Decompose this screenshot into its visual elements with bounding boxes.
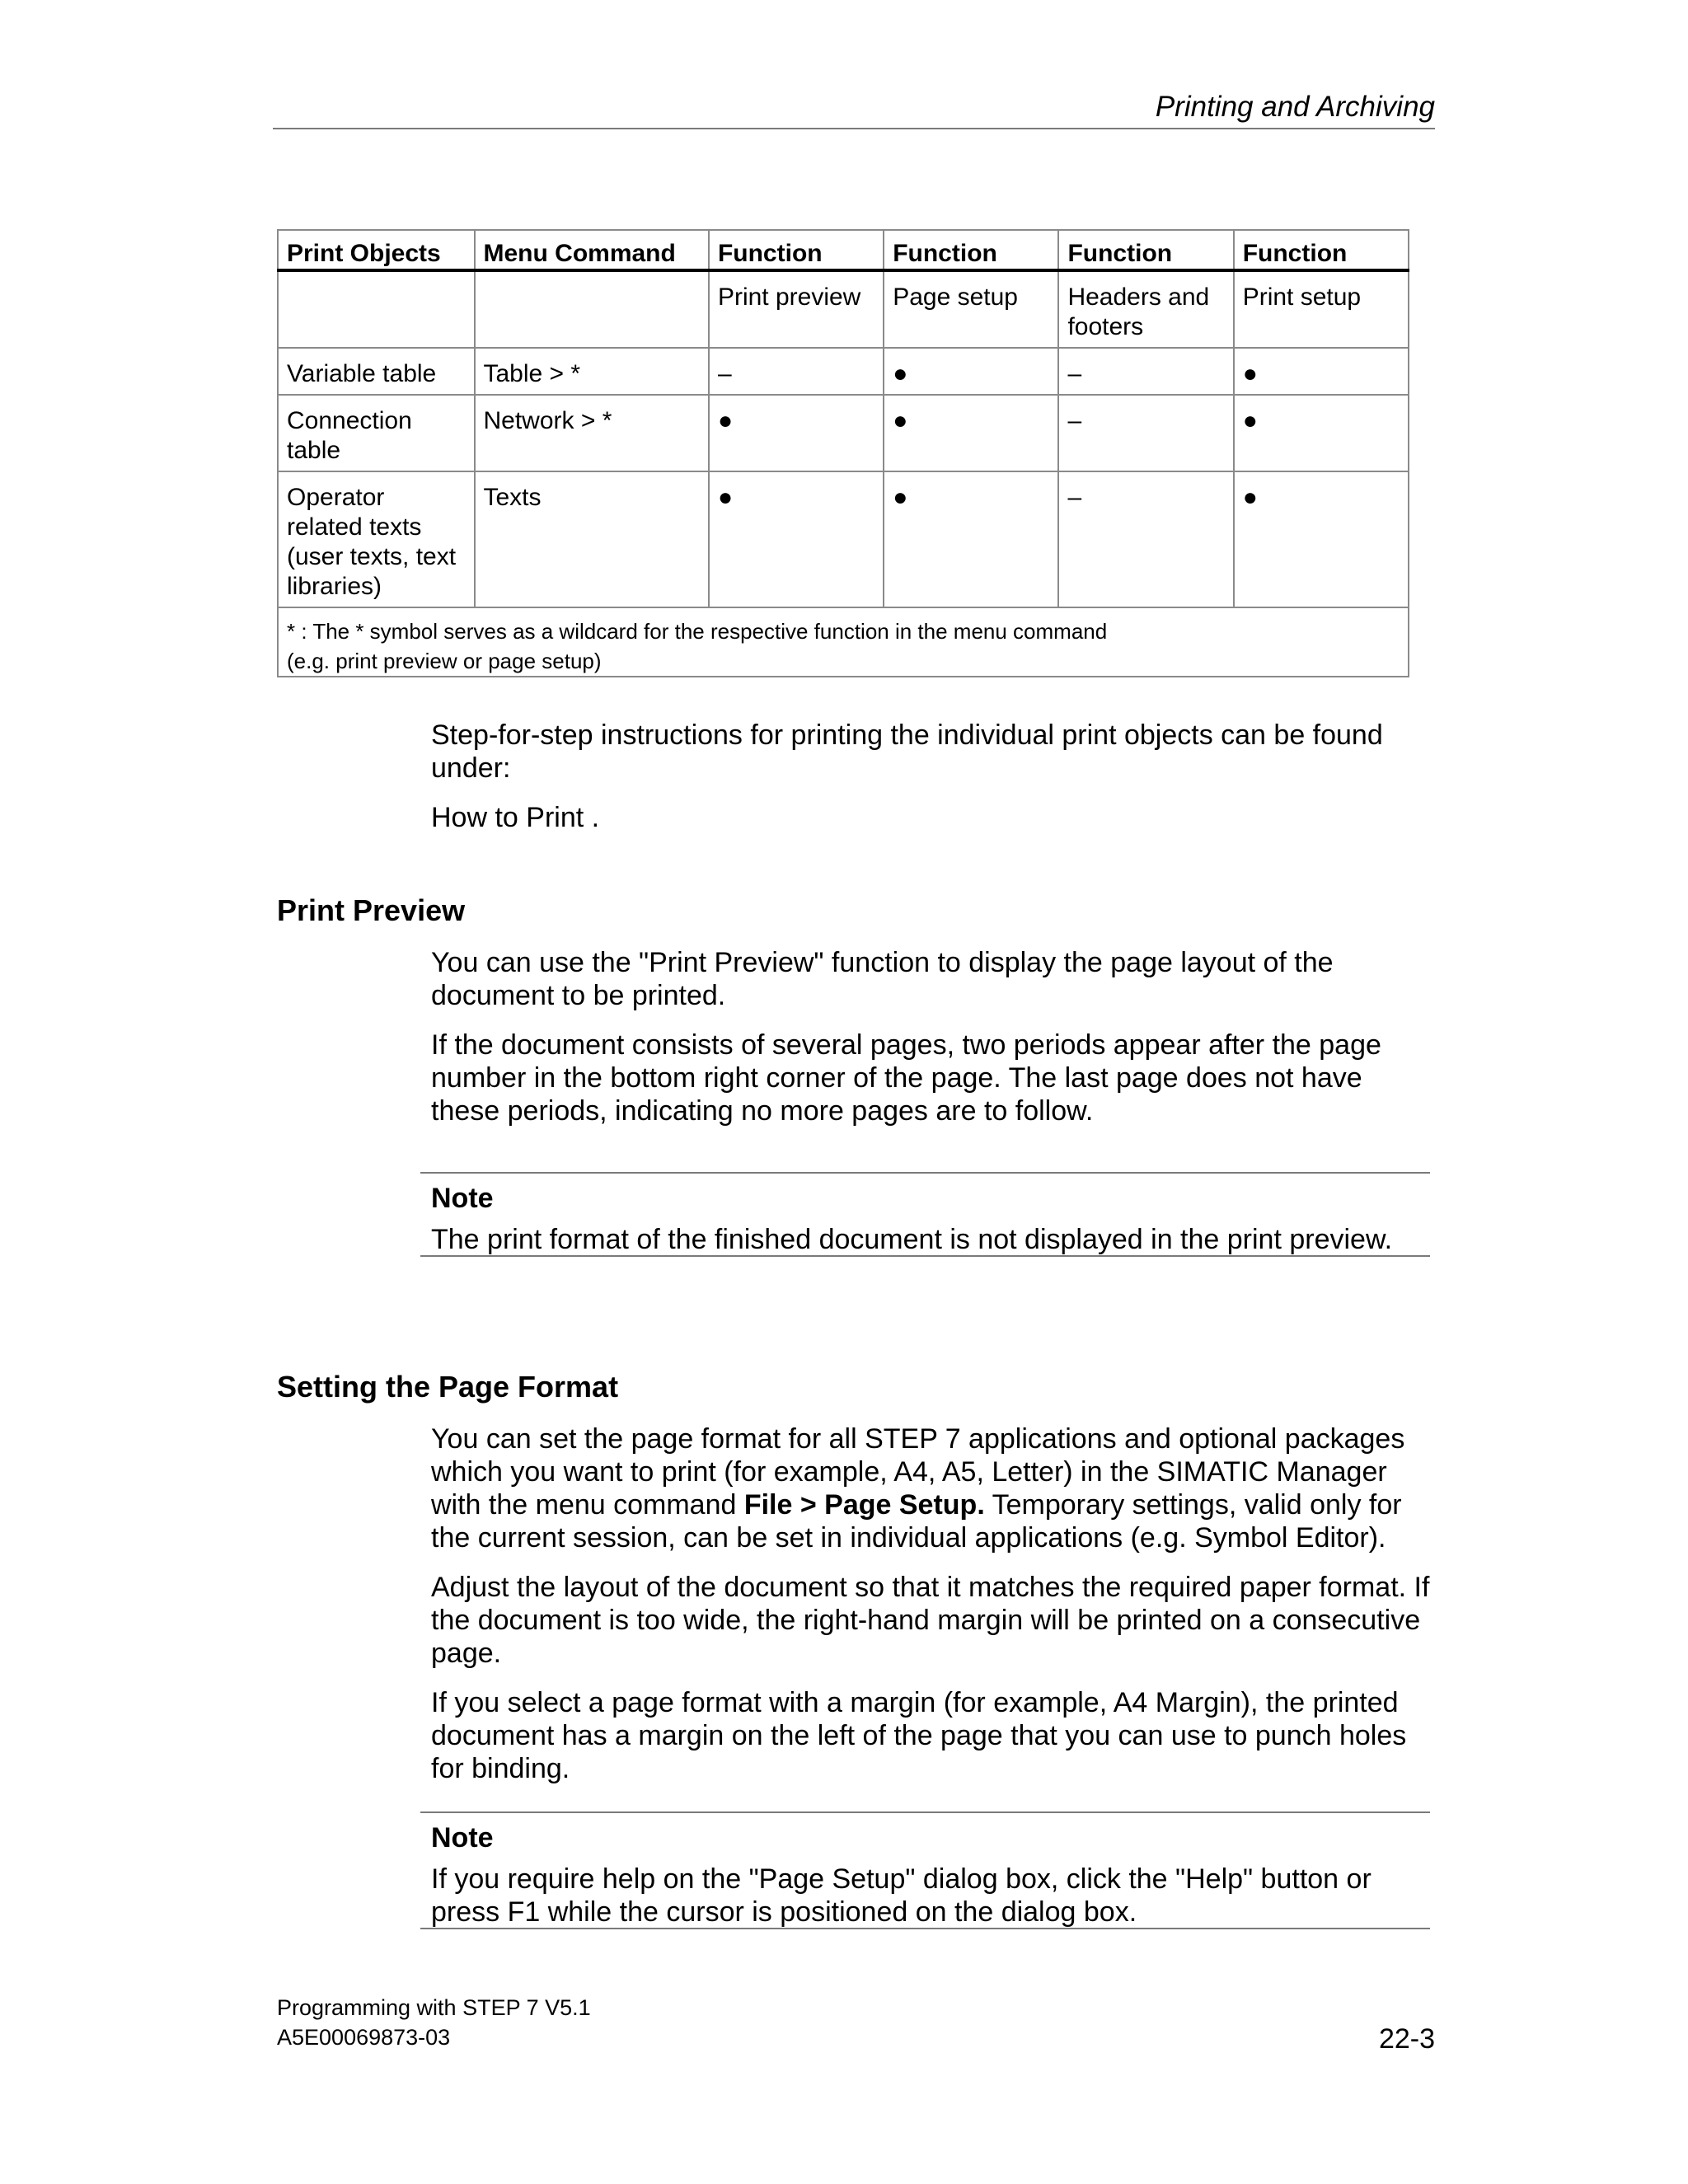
intro-section xyxy=(431,719,1437,851)
column-header: Function xyxy=(709,230,884,270)
body-text-span: You can set the page format for all STEP 7 applications and optional packages which you want to print (for example, A4, A5, Letter) in the SIMATIC Manager with the menu command xyxy=(431,1423,1405,1521)
table-header-row xyxy=(278,230,1409,270)
table-cell: Network > * xyxy=(475,395,709,471)
body-paragraph: If the document consists of several pages, two periods appear after the page number in the bottom right corner of the page. The last page does not have these periods, indicating no more pages are to follow. xyxy=(431,1029,1381,1127)
table-cell: – xyxy=(1058,395,1233,471)
table-cell: ● xyxy=(884,471,1058,607)
table-cell: Connection table xyxy=(278,395,475,471)
column-header: Menu Command xyxy=(475,230,709,270)
note-box-print-preview xyxy=(420,1172,1430,1257)
table-cell: Table > * xyxy=(475,348,709,395)
table-cell: Texts xyxy=(475,471,709,607)
table-cell: – xyxy=(709,348,884,395)
table-cell: ● xyxy=(1234,395,1409,471)
body-paragraph: If you select a page format with a margin (for example, A4 Margin), the printed document has a margin on the left of the page that you can use to punch holes for binding. xyxy=(431,1687,1407,1784)
body-paragraph: You can use the "Print Preview" function to display the page layout of the document to be printed. xyxy=(431,947,1334,1011)
print-objects-table xyxy=(277,229,1409,677)
menu-command: File > Page Setup. xyxy=(743,1489,985,1521)
footnote-line: (e.g. print preview or page setup) xyxy=(287,649,602,673)
table-cell xyxy=(475,270,709,348)
table-row xyxy=(278,348,1409,395)
body-paragraph: Adjust the layout of the document so that it matches the required paper format. If the document is too wide, the right-hand margin will be printed on a consecutive page. xyxy=(431,1572,1430,1669)
section-heading-print-preview: Print Preview xyxy=(277,893,466,927)
body-paragraph xyxy=(431,1422,1437,1554)
table-cell: ● xyxy=(884,348,1058,395)
column-header: Function xyxy=(1234,230,1409,270)
body-text-span: Temporary settings, valid only for the current session, can be set in individual applications (e.g. Symbol Editor). xyxy=(431,1489,1402,1554)
page-format-section xyxy=(431,1422,1437,1802)
note-text: The print format of the finished document is not displayed in the print preview. xyxy=(431,1224,1393,1255)
note-title: Note xyxy=(431,1183,494,1214)
intro-paragraph: Step-for-step instructions for printing the individual print objects can be found under: xyxy=(431,719,1383,784)
note-title: Note xyxy=(431,1822,494,1854)
running-header: Printing and Archiving xyxy=(1155,91,1435,123)
table-cell: Headers and footers xyxy=(1058,270,1233,348)
table-footnote-row xyxy=(278,607,1409,677)
table-row xyxy=(278,395,1409,471)
column-header: Function xyxy=(884,230,1058,270)
table-cell: – xyxy=(1058,471,1233,607)
column-header: Function xyxy=(1058,230,1233,270)
table-row xyxy=(278,471,1409,607)
page-number: 22-3 xyxy=(1378,2023,1435,2055)
how-to-print-link[interactable]: How to Print . xyxy=(431,802,600,833)
table-cell: ● xyxy=(1234,348,1409,395)
table-cell: Print setup xyxy=(1234,270,1409,348)
column-header: Print Objects xyxy=(278,230,475,270)
table-cell: ● xyxy=(709,395,884,471)
table-cell: ● xyxy=(709,471,884,607)
table-cell: ● xyxy=(884,395,1058,471)
table-cell: – xyxy=(1058,348,1233,395)
print-preview-section xyxy=(431,946,1437,1144)
note-box-page-setup xyxy=(420,1811,1430,1929)
page-footer xyxy=(277,1993,591,2052)
header-rule xyxy=(273,128,1435,129)
table-cell: Page setup xyxy=(884,270,1058,348)
table-cell xyxy=(278,270,475,348)
table-cell: Operator related texts (user texts, text libraries) xyxy=(278,471,475,607)
table-cell: ● xyxy=(1234,471,1409,607)
manual-title: Programming with STEP 7 V5.1 xyxy=(277,1995,591,2020)
document-number: A5E00069873-03 xyxy=(277,2025,451,2050)
section-heading-page-format: Setting the Page Format xyxy=(277,1370,619,1404)
footnote-line: * : The * symbol serves as a wildcard for the respective function in the menu command xyxy=(287,619,1108,644)
table-cell: Variable table xyxy=(278,348,475,395)
table-footnote xyxy=(278,607,1409,677)
table-cell: Print preview xyxy=(709,270,884,348)
note-text: If you require help on the "Page Setup" dialog box, click the "Help" button or press F1 while the cursor is positioned on the dialog box. xyxy=(431,1863,1372,1928)
table-subheader-row xyxy=(278,270,1409,348)
